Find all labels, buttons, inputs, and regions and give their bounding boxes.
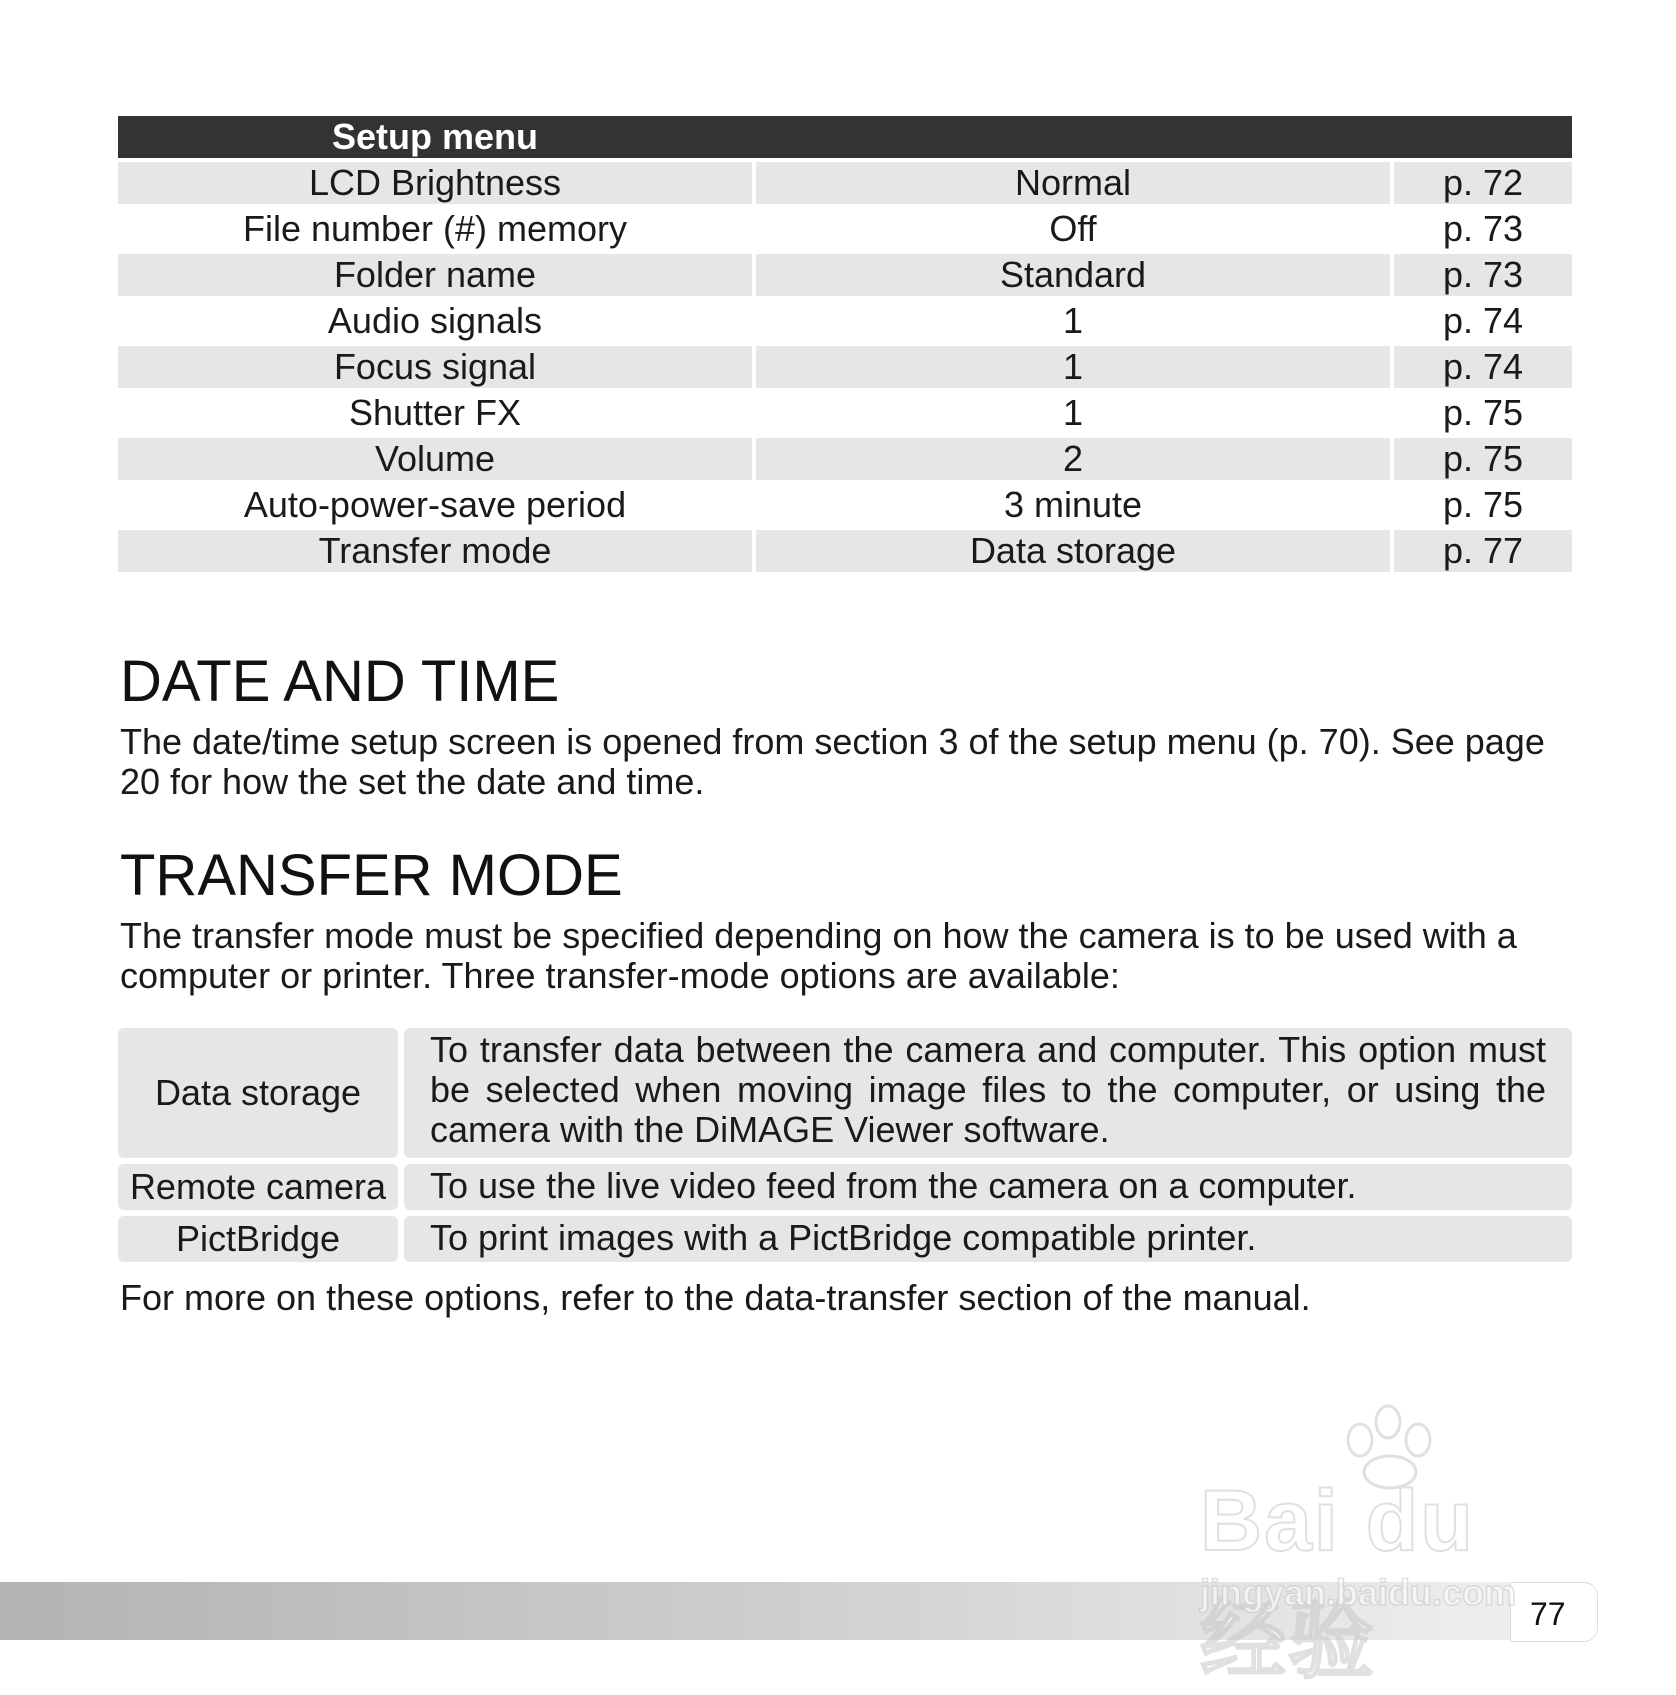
setting-name: Auto-power-save period bbox=[243, 484, 627, 525]
baidu-watermark bbox=[1190, 1400, 1580, 1689]
setting-value: Data storage bbox=[756, 530, 1390, 572]
setting-value: 1 bbox=[1062, 300, 1084, 341]
setting-value: 2 bbox=[756, 438, 1390, 480]
date-time-heading: DATE AND TIME bbox=[120, 649, 560, 714]
option-description: To use the live video feed from the camera on a computer. bbox=[404, 1164, 1572, 1210]
setting-page: p. 73 bbox=[1442, 208, 1524, 249]
setting-name: Focus signal bbox=[118, 346, 752, 388]
setting-name: Shutter FX bbox=[348, 392, 522, 433]
option-label: Remote camera bbox=[118, 1164, 398, 1210]
setting-value: 1 bbox=[1062, 392, 1084, 433]
table-row bbox=[118, 208, 1572, 250]
setting-page: p. 72 bbox=[1394, 162, 1572, 204]
date-time-body: The date/time setup screen is opened from section 3 of the setup menu (p. 70). See page 20 for how the set the date and time. bbox=[120, 721, 1545, 802]
transfer-options-table bbox=[118, 1028, 1572, 1268]
page-number: 77 bbox=[1530, 1596, 1566, 1632]
setting-name: Volume bbox=[118, 438, 752, 480]
setting-name: Folder name bbox=[118, 254, 752, 296]
setting-page: p. 74 bbox=[1442, 300, 1524, 341]
setting-page: p. 75 bbox=[1442, 484, 1524, 525]
setting-name: LCD Brightness bbox=[118, 162, 752, 204]
transfer-footer-note: For more on these options, refer to the data-transfer section of the manual. bbox=[120, 1277, 1311, 1318]
table-row bbox=[118, 484, 1572, 526]
setting-value: 1 bbox=[756, 346, 1390, 388]
watermark-sub: jingyan.baidu.com bbox=[1200, 1572, 1517, 1613]
setting-value: Off bbox=[1049, 208, 1097, 249]
setting-page: p. 74 bbox=[1394, 346, 1572, 388]
setting-page: p. 75 bbox=[1394, 438, 1572, 480]
setting-name: File number (#) memory bbox=[242, 208, 628, 249]
setting-page: p. 75 bbox=[1442, 392, 1524, 433]
transfer-mode-heading: TRANSFER MODE bbox=[120, 843, 623, 908]
setting-page: p. 77 bbox=[1394, 530, 1572, 572]
setting-name: Audio signals bbox=[327, 300, 543, 341]
table-row bbox=[118, 1216, 1572, 1262]
table-row bbox=[118, 254, 1572, 296]
table-row bbox=[118, 300, 1572, 342]
transfer-mode-body: The transfer mode must be specified depending on how the camera is to be used with a computer or printer. Three transfer-mode options are available: bbox=[120, 915, 1517, 996]
watermark-main: Bai du 经验 bbox=[1200, 1473, 1475, 1689]
setting-name: Transfer mode bbox=[118, 530, 752, 572]
setting-value: Standard bbox=[756, 254, 1390, 296]
table-row bbox=[118, 346, 1572, 388]
table-row bbox=[118, 162, 1572, 204]
table-row bbox=[118, 1164, 1572, 1210]
table-row bbox=[118, 392, 1572, 434]
option-label: PictBridge bbox=[118, 1216, 398, 1262]
setting-value: Normal bbox=[756, 162, 1390, 204]
table-row bbox=[118, 438, 1572, 480]
setting-page: p. 73 bbox=[1394, 254, 1572, 296]
option-description: To print images with a PictBridge compatible printer. bbox=[404, 1216, 1572, 1262]
option-label: Data storage bbox=[118, 1028, 398, 1158]
table-row bbox=[118, 530, 1572, 572]
setting-value: 3 minute bbox=[1003, 484, 1143, 525]
setup-menu-table bbox=[118, 116, 1572, 572]
option-description: To transfer data between the camera and computer. This option must be selected when moving image files to the computer, or using the camera with the DiMAGE Viewer software. bbox=[404, 1028, 1572, 1158]
setup-menu-title: Setup menu bbox=[331, 116, 538, 157]
table-row bbox=[118, 1028, 1572, 1158]
setup-menu-header bbox=[118, 116, 1572, 158]
